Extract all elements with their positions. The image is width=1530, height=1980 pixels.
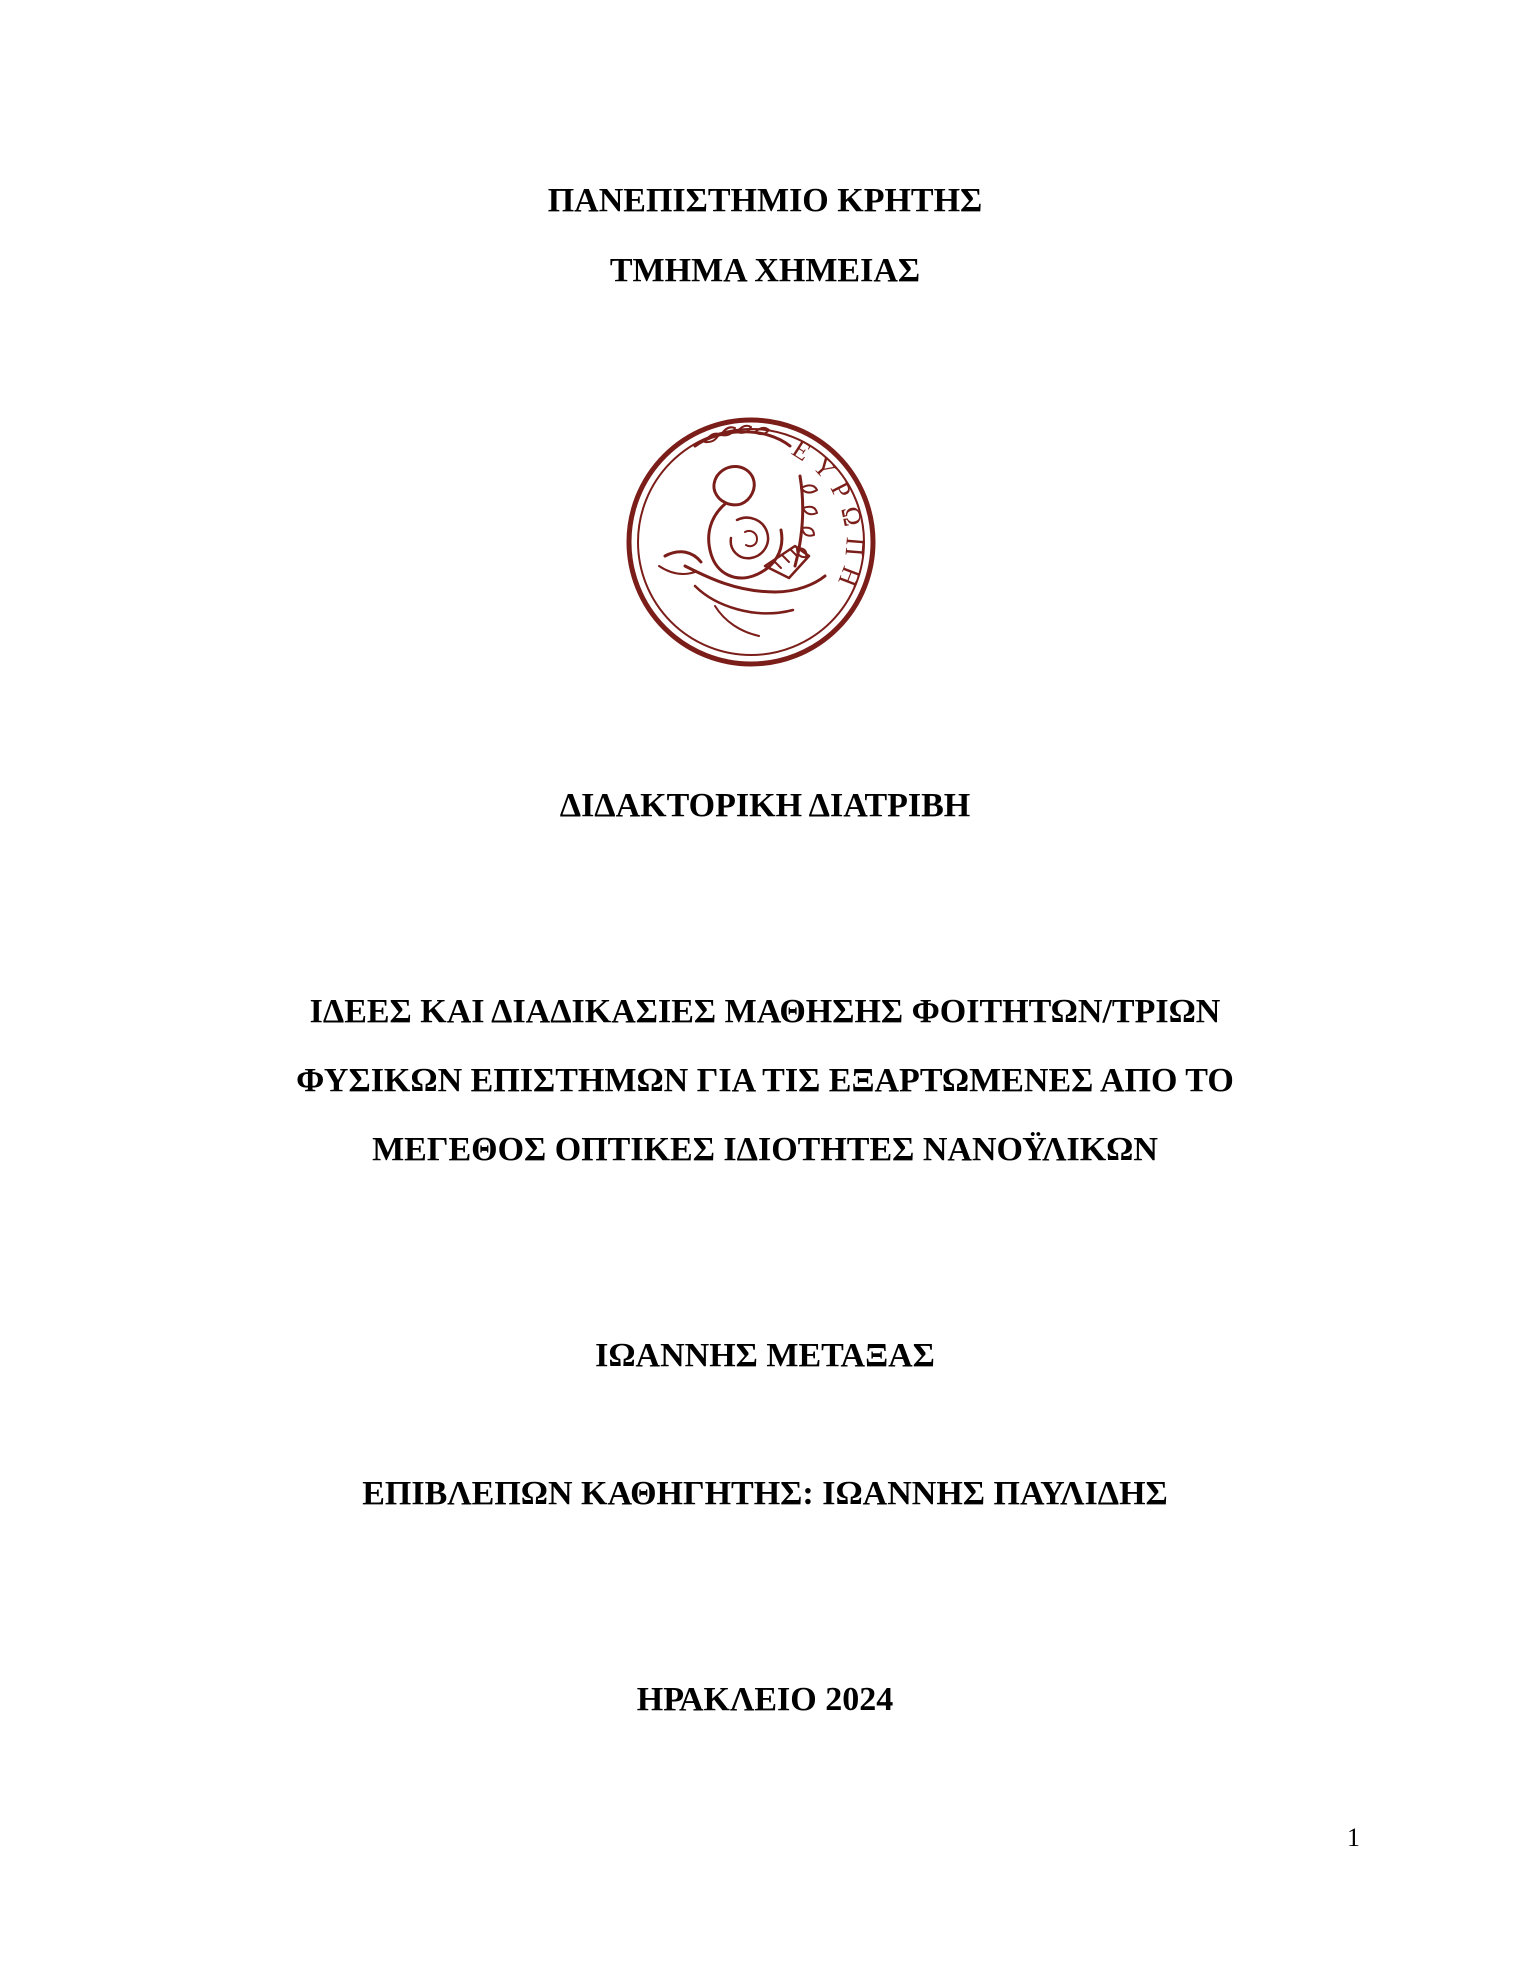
seal-inscription — [787, 434, 870, 599]
place-and-year: ΗΡΑΚΛΕΙΟ 2024 — [636, 1681, 894, 1718]
thesis-title-line-3: ΜΕΓΕΘΟΣ ΟΠΤΙΚΕΣ ΙΔΙΟΤΗΤΕΣ ΝΑΝΟΫΛΙΚΩΝ — [372, 1131, 1158, 1168]
page-number: 1 — [1347, 1823, 1360, 1852]
university-seal-icon — [625, 416, 877, 668]
department-name: ΤΜΗΜΑ ΧΗΜΕΙΑΣ — [609, 252, 921, 289]
seal-inscription-path: ΕΥΡΩΠΗ — [787, 433, 870, 599]
thesis-type: ΔΙΔΑΚΤΟΡΙΚΗ ΔΙΑΤΡΙΒΗ — [559, 787, 971, 824]
supervisor-line: ΕΠΙΒΛΕΠΩΝ ΚΑΘΗΓΗΤΗΣ: ΙΩΑΝΝΗΣ ΠΑΥΛΙΔΗΣ — [362, 1475, 1168, 1512]
author-name: ΙΩΑΝΝΗΣ ΜΕΤΑΞΑΣ — [595, 1337, 935, 1374]
thesis-title-line-1: ΙΔΕΕΣ ΚΑΙ ΔΙΑΔΙΚΑΣΙΕΣ ΜΑΘΗΣΗΣ ΦΟΙΤΗΤΩΝ/ΤΡΙΩΝ — [309, 993, 1221, 1030]
university-name: ΠΑΝΕΠΙΣΤΗΜΙΟ ΚΡΗΤΗΣ — [547, 182, 983, 219]
thesis-title-line-2: ΦΥΣΙΚΩΝ ΕΠΙΣΤΗΜΩΝ ΓΙΑ ΤΙΣ ΕΞΑΡΤΩΜΕΝΕΣ ΑΠΟ ΤΟ — [296, 1062, 1234, 1099]
